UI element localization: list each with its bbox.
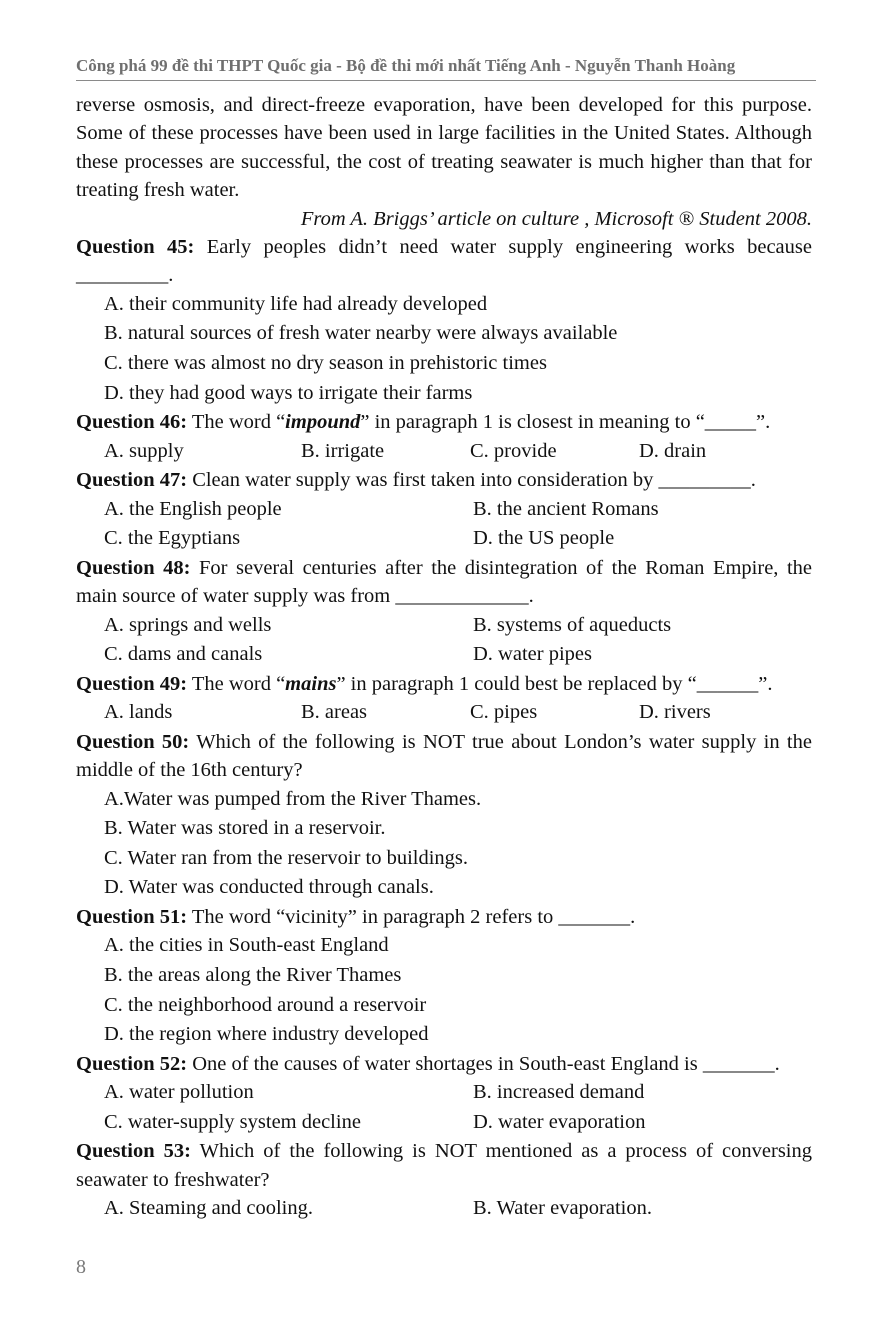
option-c: C. there was almost no dry season in prehistoric times [104,352,547,375]
options-row [76,1108,812,1138]
option-d: D. they had good ways to irrigate their farms [104,381,473,404]
option-a: A.Water was pumped from the River Thames. [104,787,482,810]
option-b: B. Water evaporation. [473,1197,652,1220]
option-b: B. systems of aqueducts [473,613,672,636]
option-d: D. water pipes [473,643,592,666]
question-text: One of the causes of water shortages in South-east England is _______. [187,1052,780,1075]
options-row [76,1078,812,1108]
question-52 [76,1050,812,1078]
option-d: D. Water was conducted through canals. [104,876,434,899]
option-c: C. provide [470,439,557,462]
option-a: A. springs and wells [104,613,272,636]
option-a: A. their community life had already developed [104,292,488,315]
question-text: Clean water supply was first taken into consideration by _________. [187,469,756,492]
option-a: A. water pollution [104,1081,254,1104]
question-text-post: ” in paragraph 1 could best be replaced by “______”. [336,672,773,695]
question-text: The word “vicinity” in paragraph 2 refers to _______. [187,906,636,928]
option-c: C. the neighborhood around a reservoir [104,993,427,1016]
option-d: D. rivers [639,701,711,724]
option-c: C. pipes [470,701,538,724]
option-a: A. the cities in South-east England [104,934,389,957]
question-label: Question 49: [76,672,188,695]
question-label: Question 48: [76,556,191,579]
highlighted-word: impound [285,411,361,434]
question-label: Question 47: [76,469,188,492]
option-b: B. the areas along the River Thames [104,964,402,986]
option-a: A. lands [104,701,173,724]
option-d: D. water evaporation [473,1110,646,1133]
running-header: Công phá 99 đề thi THPT Quốc gia - Bộ đề thi mới nhất Tiếng Anh - Nguyễn Thanh Hoàng [76,56,816,81]
highlighted-word: mains [285,672,337,695]
question-50 [76,728,812,785]
page-content [76,91,812,1224]
options-row [76,611,812,641]
option-a: A. supply [104,439,184,462]
option-d: D. drain [639,439,707,462]
source-citation: From A. Briggs’ article on culture , Microsoft ® Student 2008. [300,207,812,230]
question-46 [76,408,812,436]
question-48 [76,554,812,611]
question-53 [76,1137,812,1194]
option-d: D. the region where industry developed [104,1023,429,1046]
question-51 [76,903,812,931]
option-b: B. areas [301,701,368,724]
options-row [76,640,812,670]
page-number: 8 [76,1256,86,1278]
option-c: C. the Egyptians [104,527,241,550]
question-text: Which of the following is NOT true about London’s water supply in the middle of the 16th century? [76,730,812,782]
question-label: Question 45: [76,236,195,259]
option-b: B. increased demand [473,1081,645,1104]
option-d: D. the US people [473,527,615,550]
options-row [76,524,812,554]
option-a: A. Steaming and cooling. [104,1197,313,1220]
question-text: Early peoples didn’t need water supply engineering works because _________. [76,236,812,287]
option-b: B. the ancient Romans [473,497,659,520]
question-label: Question 50: [76,730,190,753]
question-label: Question 52: [76,1052,188,1075]
option-b: B. Water was stored in a reservoir. [104,817,386,840]
option-a: A. the English people [104,497,282,520]
question-text-post: ” in paragraph 1 is closest in meaning to “_____”. [360,411,771,434]
question-text: Which of the following is NOT mentioned as a process of conversing seawater to freshwater? [76,1140,812,1191]
question-45 [76,233,812,290]
options-row [76,437,812,467]
option-c: C. dams and canals [104,643,263,666]
question-49 [76,670,812,698]
question-label: Question 53: [76,1140,191,1163]
question-text-pre: The word “ [187,411,286,434]
question-label: Question 51: [76,906,188,928]
question-47 [76,466,812,494]
question-text: For several centuries after the disintegration of the Roman Empire, the main source of water supply was from _____________. [76,556,812,608]
option-c: C. Water ran from the reservoir to buildings. [104,846,469,869]
options-row [76,495,812,525]
option-b: B. irrigate [301,439,385,462]
options-row [76,698,812,728]
question-label: Question 46: [76,411,188,434]
question-text-pre: The word “ [187,672,286,695]
option-c: C. water-supply system decline [104,1110,361,1133]
passage-paragraph: reverse osmosis, and direct-freeze evaporation, have been developed for this purpose. Some of these processes have been used in large facilities in the United States. Although these processes are successful, the cost of treating seawater is much higher than that for treating fresh water. [76,94,812,202]
option-b: B. natural sources of fresh water nearby were always available [104,322,618,345]
options-row [76,1194,812,1224]
